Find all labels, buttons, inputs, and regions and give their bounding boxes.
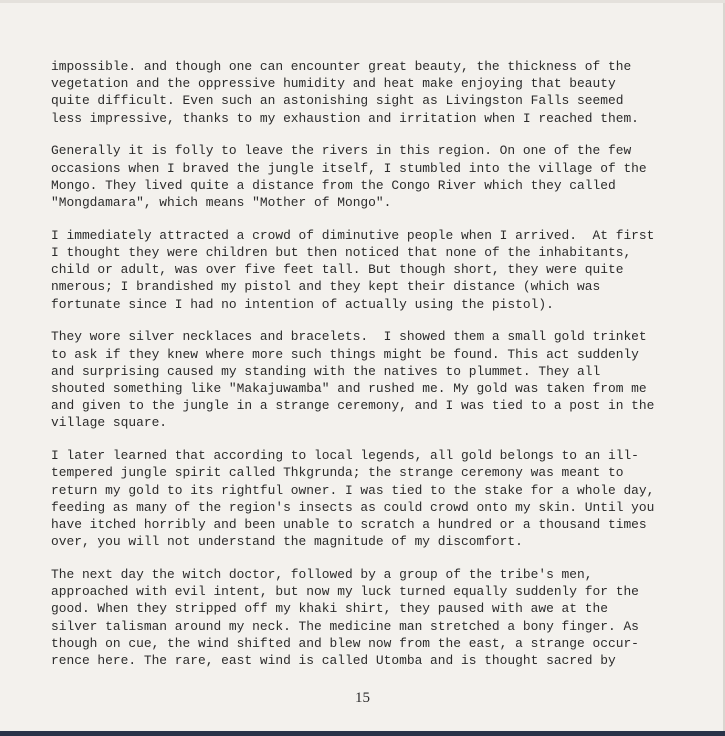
paragraph-1: impossible. and though one can encounter great beauty, the thickness of the vegetation and the oppressive humidity and heat make enjoying that beauty quite difficult. Even such an astonishing sight as Livingston Falls seemed less impressive, thanks to my exhaustion and irritation when I reached them. <box>51 59 639 126</box>
body-text <box>51 58 691 669</box>
paragraph-3: I immediately attracted a crowd of diminutive people when I arrived. At first I thought they were children but then noticed that none of the inhabitants, child or adult, was over five feet tall. But though short, they were quite nmerous; I brandished my pistol and they kept their distance (which was fortunate since I had no intention of actually using the pistol). <box>51 227 655 312</box>
page-number: 15 <box>355 690 370 706</box>
page-bottom-edge <box>0 731 725 736</box>
paragraph-4: They wore silver necklaces and bracelets. I showed them a small gold trinket to ask if they knew where more such things might be found. This act suddenly and surprising caused my standing with the natives to plummet. They all shouted something like "Makajuwamba" and rushed me. My gold was taken from me and given to the jungle in a strange ceremony, and I was tied to a post in the village square. <box>51 329 655 431</box>
paragraph-6: The next day the witch doctor, followed by a group of the tribe's men, approached with evil intent, but now my luck turned equally suddenly for the good. When they stripped off my khaki shirt, they paused with awe at the silver talisman around my neck. The medicine man stretched a bony finger. As though on cue, the wind shifted and blew now from the east, a strange occur- rence here. The rare, east wind is called Utomba and is thought sacred by <box>51 567 639 669</box>
page-top-edge <box>0 0 725 3</box>
paragraph-2: Generally it is folly to leave the rivers in this region. On one of the few occasions when I braved the jungle itself, I stumbled into the village of the Mongo. They lived quite a distance from the Congo River which they called "Mongdamara", which means "Mother of Mongo". <box>51 143 647 211</box>
paragraph-5: I later learned that according to local legends, all gold belongs to an ill- tempered jungle spirit called Thkgrunda; the strange ceremony was meant to return my gold to its rightful owner. I was tied to the stake for a whole day, feeding as many of the region's insects as could crowd onto my skin. Until you have itched horribly and been unable to scratch a hundred or a thousand times over, you will not understand the magnitude of my discomfort. <box>51 448 655 550</box>
